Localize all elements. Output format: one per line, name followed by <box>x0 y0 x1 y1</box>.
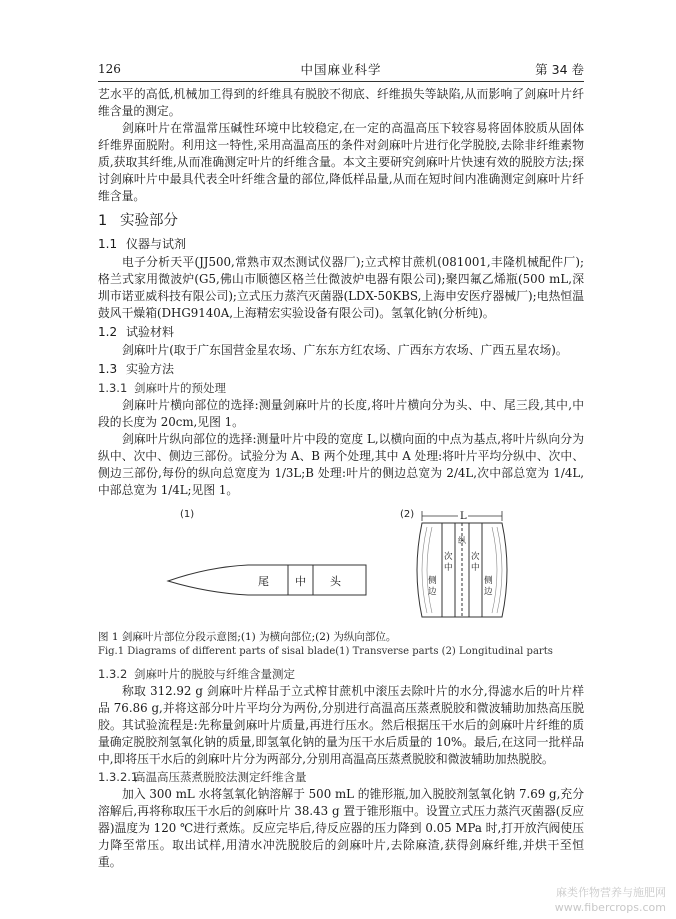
paragraph-high-temp-method: 加入 300 mL 水将氢氧化钠溶解于 500 mL 的锥形瓶,加入脱胶剂氢氧化钠 7.69 g,充分溶解后,再将称取压干水后的剑麻叶片 38.43 g 置于锥形瓶中。设置立式压力蒸汽灭菌器(反应器)温度为 120 ℃进行煮炼。反应完毕后,待反应器的压力降到 0.05 MPa 时,打开放汽阀使压力降至常压。取出试样,用清水冲洗脱胶后的剑麻叶片,去除麻渣,获得剑麻纤维,并烘干至恒重。 <box>98 787 584 869</box>
paragraph-longitudinal: 剑麻叶片纵向部位的选择:测量叶片中段的宽度 L,以横向面的中点为基点,将叶片纵向分为纵中、次中、侧边三部份。试验分为 A、B 两个处理,其中 A 处理:将叶片平均分纵中、次中、侧边三部份,每份的纵向总宽度为 1/3L;B 处理:叶片的侧边总宽为 2/4L,次中部总宽为 1/4L,中部总宽为 1/4L;见图 1。 <box>98 432 584 497</box>
segment-tail: 尾 <box>258 575 269 588</box>
section-title: 实验部分 <box>120 213 178 229</box>
subsubsection-heading-1-3-2-1 <box>98 768 584 786</box>
watermark <box>555 885 666 915</box>
paragraph-degumming: 称取 312.92 g 剑麻叶片样品于立式榨甘蔗机中滚压去除叶片的水分,得滤水后的叶片样品 76.86 g,并将这部分叶片平均分为两份,分别进行高温高压蒸煮脱胶和微波辅助加热高压脱胶。其试验流程是:先称量剑麻叶片质量,再进行压水。然后根据压干水后的剑麻叶片纤维的质量确定脱胶剂氢氧化钠的质量,即氢氧化钠的量为压干水后质量的 10%。最后,在这同一批样品中,即将压干水后的剑麻叶片分为两部分,分别用高温高压蒸煮脱胶和微波辅助加热脱胶。 <box>98 684 584 766</box>
subsection-heading-1-3 <box>98 360 584 378</box>
subsubsection-number: 1.3.1 <box>98 381 128 395</box>
volume-number: 第 34 卷 <box>535 62 584 77</box>
panel-2-label: (2) <box>400 509 415 520</box>
paragraph-transverse: 剑麻叶片横向部位的选择:测量剑麻叶片的长度,将叶片横向分为头、中、尾三段,其中,中段的长度为 20cm,见图 1。 <box>98 398 584 429</box>
article-body <box>98 86 584 871</box>
column-label-side-right: 侧边 <box>484 576 493 597</box>
watermark-line-2: www.fibercrops.com <box>554 901 666 914</box>
subsubsection-number: 1.3.2.1 <box>98 770 139 784</box>
segment-head: 头 <box>330 575 341 588</box>
subsubsection-title: 剑麻叶片的脱胶与纤维含量测定 <box>134 667 295 681</box>
subsection-title: 仪器与试剂 <box>126 237 187 251</box>
figure-1 <box>98 505 584 663</box>
subsection-heading-1-1 <box>98 235 584 253</box>
figure-1-caption-en: Fig.1 Diagrams of different parts of sisal blade(1) Transverse parts (2) Longitudinal parts <box>98 646 553 657</box>
column-label-sub-right: 次中 <box>471 552 480 573</box>
subsubsection-number: 1.3.2 <box>98 667 128 681</box>
column-label-sub-left: 次中 <box>444 552 453 573</box>
column-label-side-left: 侧边 <box>428 576 437 597</box>
subsection-title: 实验方法 <box>126 362 175 376</box>
header-rule <box>98 81 584 82</box>
figure-1-diagram <box>98 505 584 625</box>
section-number: 1 <box>98 213 108 229</box>
figure-1-caption-cn: 图 1 剑麻叶片部位分段示意图;(1) 为横向部位;(2) 为纵向部位。 <box>98 631 397 643</box>
column-label-center: 纵 <box>458 536 466 545</box>
segment-middle: 中 <box>295 575 306 588</box>
section-heading-1 <box>98 210 584 232</box>
subsubsection-heading-1-3-1 <box>98 379 584 397</box>
width-label: L <box>460 511 467 522</box>
page-number: 126 <box>98 62 121 76</box>
subsection-number: 1.1 <box>98 237 118 251</box>
subsubsection-title: 高温高压蒸煮脱胶法测定纤维含量 <box>134 770 307 784</box>
subsection-title: 试验材料 <box>126 325 175 339</box>
subsection-number: 1.3 <box>98 362 118 376</box>
paragraph-continued: 艺水平的高低,机械加工得到的纤维具有脱胶不彻底、纤维损失等缺陷,从而影响了剑麻叶片纤维含量的测定。 <box>98 87 584 118</box>
panel-1-label: (1) <box>180 509 195 520</box>
paragraph-instruments: 电子分析天平(JJ500,常熟市双杰测试仪器厂);立式榨甘蔗机(081001,丰隆机械配件厂);格兰式家用微波炉(G5,佛山市顺德区格兰仕微波炉电器有限公司);聚四氟乙烯瓶(500 mL,深圳市诺亚威科技有限公司);立式压力蒸汽灭菌器(LDX-50KBS,上海申安医疗器械厂);电热恒温鼓风干燥箱(DHG9140A,上海精宏实验设备有限公司)。氢氧化钠(分析纯)。 <box>98 255 584 320</box>
watermark-line-1: 麻类作物营养与施肥网 <box>556 886 666 899</box>
running-header <box>98 58 584 80</box>
paragraph-materials: 剑麻叶片(取于广东国营金星农场、广东东方红农场、广西东方农场、广西五星农场)。 <box>122 343 568 357</box>
journal-name: 中国麻业科学 <box>300 62 382 77</box>
subsubsection-title: 剑麻叶片的预处理 <box>134 381 226 395</box>
subsection-heading-1-2 <box>98 323 584 341</box>
paragraph-intro: 剑麻叶片在常温常压碱性环境中比较稳定,在一定的高温高压下较容易将固体胶质从固体纤维界面脱附。利用这一特性,采用高温高压的条件对剑麻叶片进行化学脱胶,去除非纤维素物质,获取其纤维,从而准确测定叶片的纤维含量。本文主要研究剑麻叶片快速有效的脱胶方法;探讨剑麻叶片中最具代表全叶纤维含量的部位,降低样品量,从而在短时间内准确测定剑麻叶片纤维含量。 <box>98 121 584 203</box>
subsubsection-heading-1-3-2 <box>98 665 584 683</box>
subsection-number: 1.2 <box>98 325 118 339</box>
